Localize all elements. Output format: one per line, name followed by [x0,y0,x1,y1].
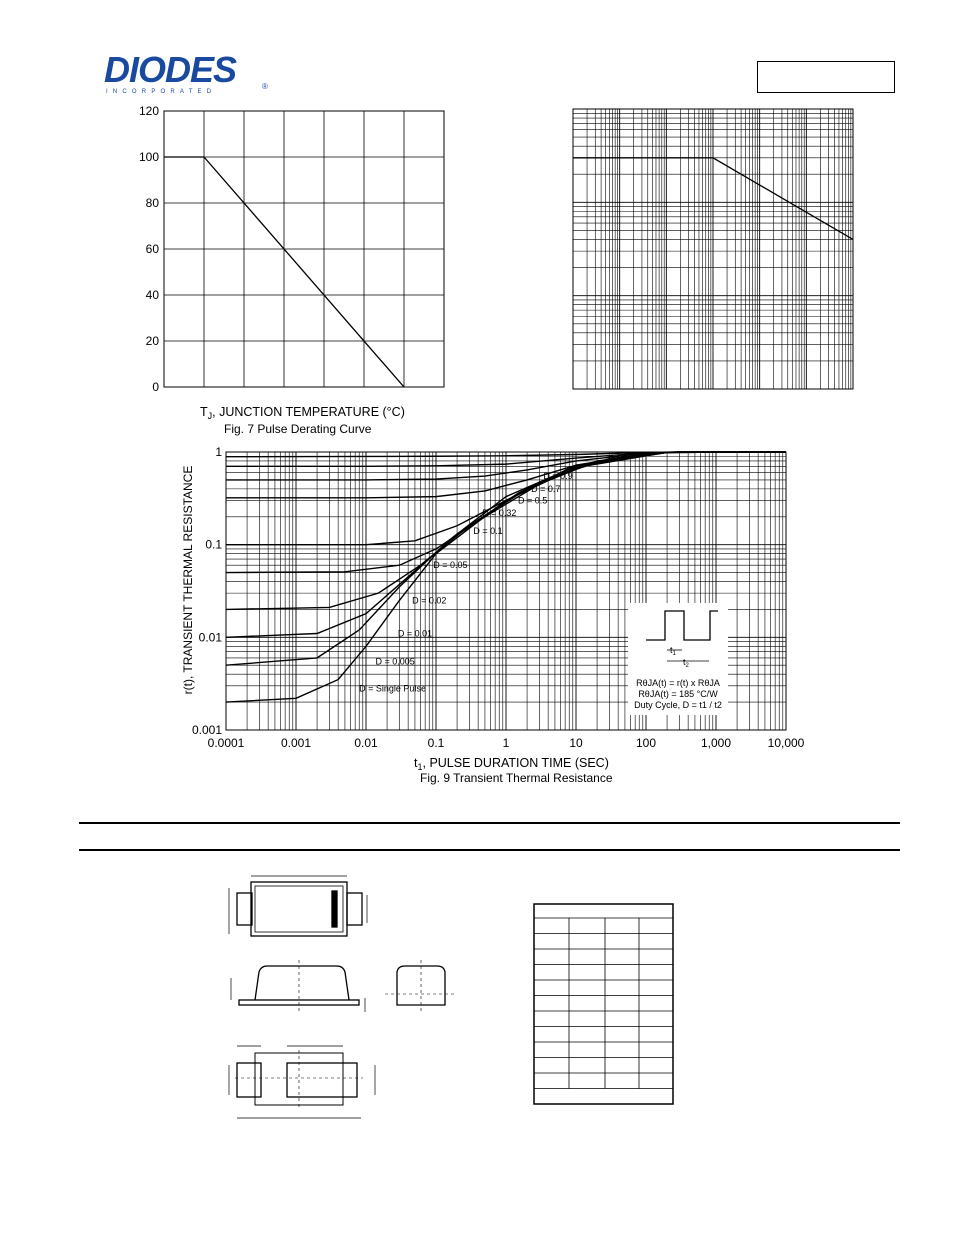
part-number-box [757,61,895,93]
fig7-derating-chart [120,100,460,440]
fig9-series-label: D = 0.005 [375,656,415,667]
registered-mark: ® [262,82,268,91]
fig9-series-label: D = 0.1 [473,526,503,537]
fig9-series-labels [359,471,573,694]
fig9-y-tick-label: 0.001 [191,723,222,737]
fig7-y-tick-label: 60 [145,242,159,256]
fig9-y-tick-label: 1 [215,445,222,459]
fig9-x-ticks [208,736,805,750]
fig9-x-tick-label: 0.1 [427,736,445,750]
package-dimension-table [530,900,680,1108]
fig9-series-label: D = 0.05 [433,560,468,571]
fig9-x-tick-label: 0.01 [354,736,378,750]
fig7-y-tick-label: 80 [145,196,159,210]
logo-wordmark: DIODES [104,49,237,90]
fig9-y-tick-label: 0.1 [205,537,222,552]
inset-line1: RθJA(t) = r(t) x RθJA [636,678,720,688]
fig7-caption: Fig. 7 Pulse Derating Curve [224,422,372,436]
fig9-y-tick-label: 0.01 [198,630,222,645]
fig7-y-tick-label: 0 [152,380,159,394]
fig9-series-label: D = 0.7 [531,483,561,494]
fig7-y-tick-label: 20 [145,334,159,348]
fig8-chart [565,100,865,400]
fig9-series-label: D = 0.32 [482,507,517,518]
fig9-series-label: D = 0.5 [517,495,548,506]
fig9-series-label: D = 0.9 [543,471,573,482]
top-view-lead-left [237,893,252,925]
fig9-y-ticks [192,445,222,737]
inset-t1: $t_1$ [670,645,676,657]
fig9-series-label: D = 0.01 [397,628,433,639]
inset-t2: $t_2$ [683,657,689,669]
side-view-body [255,966,349,1000]
fig7-y-tick-label: 120 [138,104,159,118]
top-view-lead-right [347,893,362,925]
fig9-duty-cycle-inset [628,603,728,715]
fig9-x-tick-label: 10 [569,736,583,750]
fig9-x-tick-label: 100 [635,736,657,750]
inset-line2: RθJA(t) = 185 °C/W [638,689,718,699]
fig9-x-label: $t_1$, PULSE DURATION TIME (SEC) [414,756,609,772]
fig9-x-tick-label: 0.001 [280,736,312,750]
fig7-y-ticks [139,104,159,394]
package-table-grid [534,904,673,1104]
fig9-x-tick-label: 0.0001 [207,736,245,750]
fig9-x-tick-label: 1,000 [700,736,732,750]
package-outline-drawing [215,860,485,1130]
fig9-series-label: D = Single Pulse [359,683,426,694]
fig9-x-tick-label: 10,000 [767,736,805,750]
cathode-band [332,891,337,927]
footprint-center [287,1063,357,1097]
fig9-y-label: r(t), TRANSIENT THERMAL RESISTANCE [181,465,195,695]
fig9-x-tick-label: 1 [502,736,510,750]
fig7-y-tick-label: 100 [138,150,159,164]
fig9-caption: Fig. 9 Transient Thermal Resistance [420,771,613,785]
fig9-transient-chart [170,440,810,800]
section-rule-bottom [79,849,900,851]
table-frame [534,904,673,1104]
top-view-inner [255,886,343,932]
footprint-pad-left [237,1063,261,1097]
fig7-grid [164,111,444,387]
logo-subtext: INCORPORATED [106,89,217,95]
section-rule-top [79,822,900,824]
company-logo [104,49,269,98]
fig9-series-label: D = 0.02 [412,595,447,606]
inset-line3: Duty Cycle, D = t1 / t2 [634,700,722,710]
fig8-grid [573,109,853,389]
fig7-x-label: $T_J$, JUNCTION TEMPERATURE (°C) [200,405,405,421]
fig7-y-tick-label: 40 [145,288,159,302]
